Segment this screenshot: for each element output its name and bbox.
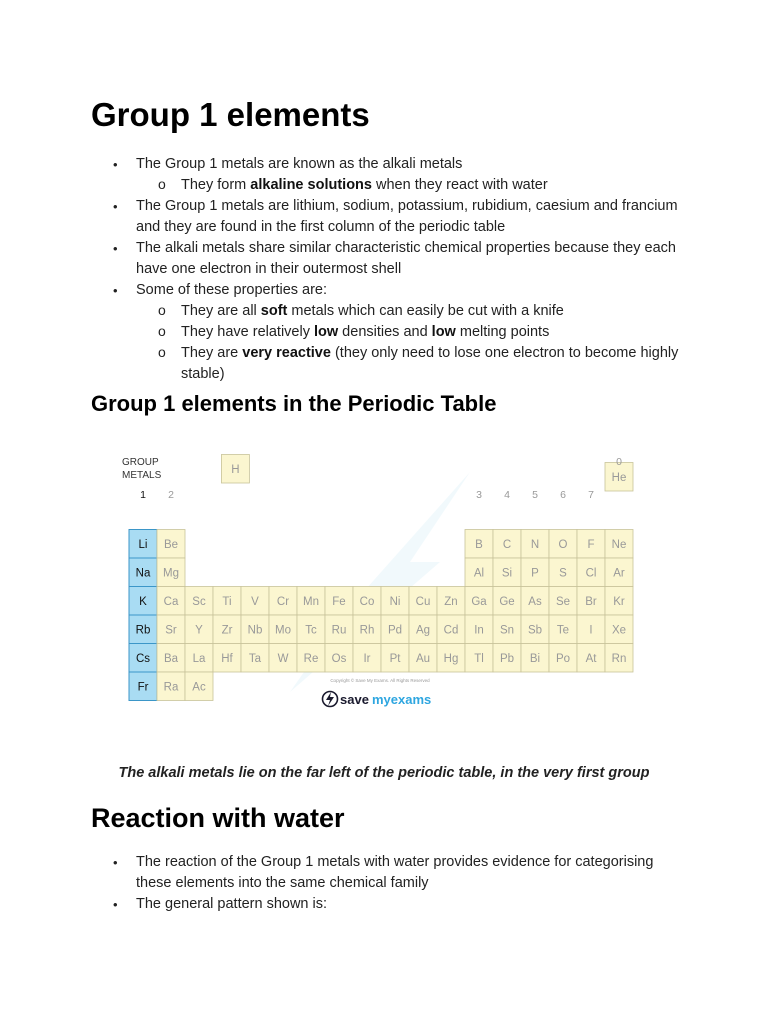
element-symbol: Ra: [163, 681, 179, 694]
element-symbol: Li: [138, 538, 148, 551]
element-symbol: Fe: [332, 595, 346, 608]
element-symbol: Sr: [165, 624, 177, 637]
sublist: [136, 301, 681, 385]
list-item: [136, 894, 681, 915]
element-symbol: Os: [331, 652, 347, 665]
element-symbol: Ir: [363, 652, 371, 665]
bold-text: low: [431, 324, 456, 340]
element-symbol: Au: [415, 652, 431, 665]
element-cell-li: [129, 530, 157, 559]
element-cell-ag: [409, 615, 437, 644]
element-cell-s: [549, 558, 577, 587]
element-cell-hf: [213, 644, 241, 673]
element-cell-ba: [157, 644, 185, 673]
element-symbol: Pb: [499, 652, 515, 665]
list-item: [136, 238, 681, 280]
group-label-line2: METALS: [122, 470, 162, 481]
element-symbol: K: [139, 595, 147, 608]
element-cell-pb: [493, 644, 521, 673]
element-symbol: Re: [303, 652, 319, 665]
list-item-text: The reaction of the Group 1 metals with water provides evidence for categorising these elements into the same chemical family: [136, 854, 654, 891]
text: when they react with water: [371, 177, 548, 193]
element-symbol: As: [528, 595, 542, 608]
periodic-table-figure: [110, 452, 650, 717]
element-symbol: Rn: [611, 652, 627, 665]
element-cell-zn: [437, 587, 465, 616]
reaction-list: [136, 852, 681, 915]
element-symbol: Al: [473, 567, 485, 580]
bold-text: low: [313, 324, 339, 340]
element-cell-po: [549, 644, 577, 673]
element-symbol: Mg: [163, 567, 179, 580]
element-symbol: H: [231, 463, 240, 476]
element-cell-w: [269, 644, 297, 673]
properties-list: [136, 154, 681, 385]
element-cell-ge: [493, 587, 521, 616]
element-symbol: Ar: [613, 567, 625, 580]
element-cell-rb: [129, 615, 157, 644]
element-cell-ra: [157, 672, 185, 701]
list-item: [136, 280, 681, 385]
element-symbol: He: [611, 471, 627, 484]
element-symbol: Te: [556, 624, 570, 637]
element-symbol: S: [559, 567, 567, 580]
group-number: 1: [140, 489, 146, 501]
element-cell-te: [549, 615, 577, 644]
element-symbol: Ba: [163, 652, 179, 665]
element-cell-fr: [129, 672, 157, 701]
element-cell-c: [493, 530, 521, 559]
element-cell-n: [521, 530, 549, 559]
element-symbol: In: [474, 624, 484, 637]
element-cell-be: [157, 530, 185, 559]
list-item: [136, 154, 681, 196]
element-cell-as: [521, 587, 549, 616]
element-symbol: Se: [555, 595, 571, 608]
element-symbol: Mn: [303, 595, 319, 608]
element-cell-cu: [409, 587, 437, 616]
section-heading-periodic-table: Group 1 elements in the Periodic Table: [91, 391, 497, 416]
list-item-text: Some of these properties are:: [136, 282, 328, 298]
element-symbol: Be: [163, 538, 179, 551]
element-symbol: Nb: [247, 624, 263, 637]
element-symbol: Rh: [359, 624, 375, 637]
text: They are all: [181, 303, 261, 319]
bold-text: soft: [260, 303, 288, 319]
text: They have relatively: [181, 324, 314, 340]
element-symbol: Co: [359, 595, 375, 608]
element-cell-rh: [353, 615, 381, 644]
element-symbol: Ga: [471, 595, 487, 608]
element-symbol: Pt: [389, 652, 401, 665]
element-cell-ru: [325, 615, 353, 644]
element-cell-tl: [465, 644, 493, 673]
sublist-item: [181, 175, 681, 196]
brand-myexams: myexams: [372, 692, 432, 707]
element-cell-ti: [213, 587, 241, 616]
element-symbol: Pd: [387, 624, 403, 637]
figure-caption: The alkali metals lie on the far left of the periodic table, in the very first group: [118, 765, 650, 781]
group-label-line1: GROUP: [122, 457, 159, 468]
element-symbol: Ti: [222, 595, 232, 608]
element-cell-sb: [521, 615, 549, 644]
element-cell-v: [241, 587, 269, 616]
element-symbol: Y: [195, 624, 203, 637]
element-cell-in: [465, 615, 493, 644]
sublist-item: [181, 343, 681, 385]
element-symbol: Tl: [474, 652, 484, 665]
element-symbol: N: [530, 538, 540, 551]
element-cell-ca: [157, 587, 185, 616]
element-cell-ni: [381, 587, 409, 616]
element-symbol: Cu: [415, 595, 431, 608]
element-cell-cr: [269, 587, 297, 616]
element-cell-co: [353, 587, 381, 616]
text: melting points: [455, 324, 550, 340]
copyright-text: Copyright © Save My Exams. All Rights Reserved: [330, 678, 430, 683]
element-cell-at: [577, 644, 605, 673]
element-cell-o: [549, 530, 577, 559]
group-number: 4: [504, 489, 510, 501]
element-cell-pt: [381, 644, 409, 673]
group-number: 5: [532, 489, 538, 501]
sublist: [136, 175, 681, 196]
element-symbol: Po: [555, 652, 571, 665]
element-symbol: Cl: [585, 567, 597, 580]
element-symbol: Ge: [499, 595, 515, 608]
brand-save: save: [340, 692, 369, 707]
element-cell-se: [549, 587, 577, 616]
periodic-table-diagram: [110, 452, 650, 717]
element-cell-ne: [605, 530, 633, 559]
page-title: Group 1 elements: [91, 96, 370, 133]
element-cell-xe: [605, 615, 633, 644]
element-symbol: Br: [585, 595, 597, 608]
element-cell-cs: [129, 644, 157, 673]
element-cell-cd: [437, 615, 465, 644]
bold-text: very reactive: [242, 345, 331, 361]
element-symbol: Cs: [135, 652, 151, 665]
element-symbol: Zn: [444, 595, 458, 608]
element-symbol: Mo: [275, 624, 291, 637]
element-cell-au: [409, 644, 437, 673]
list-item-text: The alkali metals share similar characteristic chemical properties because they each have one electron in their outermost shell: [136, 240, 676, 277]
list-item: [136, 196, 681, 238]
group-number: 3: [476, 489, 482, 501]
element-cell-y: [185, 615, 213, 644]
element-cell-sc: [185, 587, 213, 616]
element-cell-ir: [353, 644, 381, 673]
element-symbol: Ca: [163, 595, 179, 608]
element-cell-tc: [297, 615, 325, 644]
element-cell-hg: [437, 644, 465, 673]
element-symbol: Hg: [443, 652, 459, 665]
group-number: 7: [588, 489, 594, 501]
element-cell-h: [221, 455, 249, 484]
group-number: 6: [560, 489, 566, 501]
list-item-text: The Group 1 metals are known as the alkali metals: [136, 156, 463, 172]
element-cell-na: [129, 558, 157, 587]
sublist-item: [181, 322, 681, 343]
element-cell-rn: [605, 644, 633, 673]
element-symbol: O: [558, 538, 568, 551]
group-numbers: [140, 456, 622, 501]
element-cell-b: [465, 530, 493, 559]
bold-text: alkaline solutions: [250, 177, 372, 193]
element-symbol: At: [585, 652, 597, 665]
element-cell-cl: [577, 558, 605, 587]
element-cell-fe: [325, 587, 353, 616]
element-symbol: Xe: [611, 624, 627, 637]
element-cell-k: [129, 587, 157, 616]
element-cell-ta: [241, 644, 269, 673]
element-cell-al: [465, 558, 493, 587]
element-cell-p: [521, 558, 549, 587]
element-symbol: Ac: [192, 681, 206, 694]
element-cell-si: [493, 558, 521, 587]
text: metals which can easily be cut with a knife: [287, 303, 564, 319]
group-number: 2: [168, 489, 174, 501]
element-cell-os: [325, 644, 353, 673]
element-cell-ac: [185, 672, 213, 701]
element-cell-kr: [605, 587, 633, 616]
element-symbol: Sn: [499, 624, 515, 637]
element-symbol: Cr: [276, 595, 290, 608]
element-cell-ar: [605, 558, 633, 587]
element-cell-f: [577, 530, 605, 559]
element-symbol: V: [251, 595, 259, 608]
element-cell-mo: [269, 615, 297, 644]
element-symbol: Tc: [305, 624, 317, 637]
element-cell-bi: [521, 644, 549, 673]
element-cell-re: [297, 644, 325, 673]
text: densities and: [338, 324, 432, 340]
element-symbol: Ni: [389, 595, 401, 608]
element-cell-i: [577, 615, 605, 644]
group-number: 0: [616, 456, 622, 468]
savemyexams-logo: [323, 692, 432, 708]
text: They form: [181, 177, 251, 193]
element-symbol: Ne: [611, 538, 627, 551]
element-cell-mn: [297, 587, 325, 616]
element-cell-sn: [493, 615, 521, 644]
element-symbol: Sc: [192, 595, 206, 608]
element-cell-mg: [157, 558, 185, 587]
element-cell-nb: [241, 615, 269, 644]
list-item: [136, 852, 681, 894]
element-symbol: I: [589, 624, 593, 637]
text: They are: [181, 345, 243, 361]
element-symbol: Cd: [443, 624, 459, 637]
element-symbol: C: [502, 538, 512, 551]
element-symbol: F: [587, 538, 595, 551]
element-symbol: Rb: [135, 624, 151, 637]
element-symbol: Sb: [527, 624, 543, 637]
element-cell-br: [577, 587, 605, 616]
element-symbol: Si: [501, 567, 513, 580]
text: (they only need to lose one electron to become highly stable): [181, 345, 679, 382]
section-heading-reaction-water: Reaction with water: [91, 803, 345, 833]
sublist-item: [181, 301, 681, 322]
element-cell-sr: [157, 615, 185, 644]
element-symbol: Fr: [137, 681, 149, 694]
element-symbol: Hf: [221, 652, 233, 665]
element-symbol: B: [475, 538, 483, 551]
element-symbol: La: [192, 652, 206, 665]
element-cell-la: [185, 644, 213, 673]
element-symbol: Ru: [331, 624, 347, 637]
element-symbol: Ag: [415, 624, 431, 637]
element-cell-pd: [381, 615, 409, 644]
element-symbol: Bi: [529, 652, 541, 665]
list-item-text: The general pattern shown is:: [136, 896, 328, 912]
element-cell-zr: [213, 615, 241, 644]
element-symbol: P: [531, 567, 539, 580]
element-symbol: Zr: [221, 624, 233, 637]
element-symbol: W: [277, 652, 289, 665]
element-symbol: Kr: [613, 595, 625, 608]
element-symbol: Na: [135, 567, 151, 580]
element-cell-ga: [465, 587, 493, 616]
list-item-text: The Group 1 metals are lithium, sodium, potassium, rubidium, caesium and francium and they are found in the first column of the periodic table: [136, 198, 678, 235]
element-symbol: Ta: [248, 652, 262, 665]
